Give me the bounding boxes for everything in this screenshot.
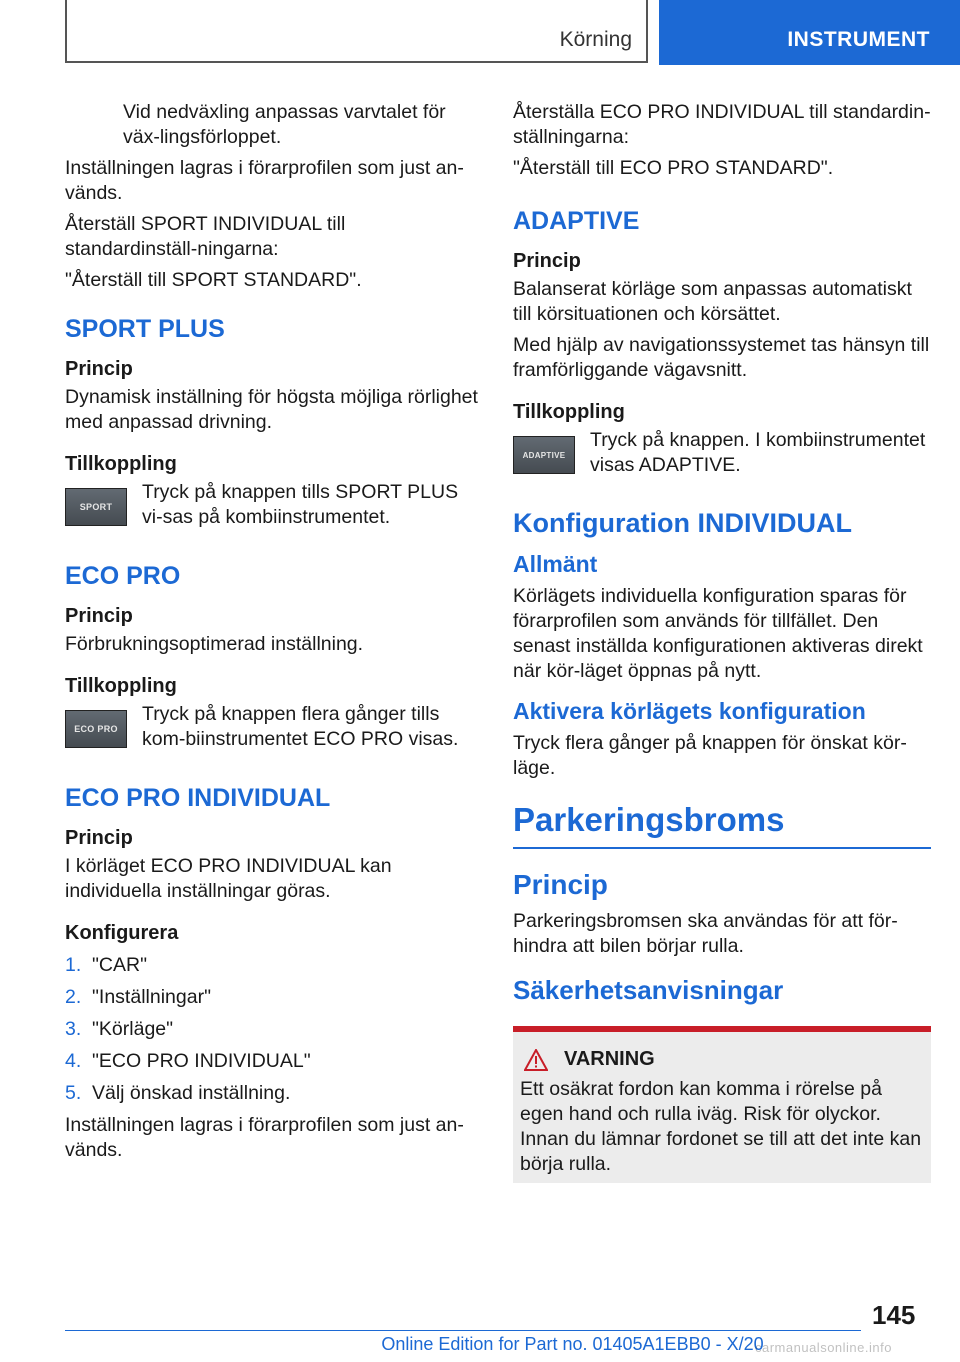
paragraph: I körläget ECO PRO INDIVIDUAL kan individuella inställningar göras. <box>65 855 392 902</box>
list-item <box>65 1045 480 1077</box>
subheading-princip: Princip <box>65 605 133 627</box>
heading-adaptive: ADAPTIVE <box>513 207 640 235</box>
subheading-tillkoppling: Tillkoppling <box>65 453 177 475</box>
paragraph: "Återställ till SPORT STANDARD". <box>65 269 362 291</box>
paragraph: Dynamisk inställning för högsta möjliga rörlighet med anpassad drivning. <box>65 386 478 433</box>
heading-sakerhetsanvisningar: Säkerhetsanvisningar <box>513 975 784 1005</box>
sport-button-image: SPORT <box>65 488 127 526</box>
paragraph: Inställningen lagras i förarprofilen som just an-vänds. <box>65 1114 464 1161</box>
heading-eco-pro: ECO PRO <box>65 562 181 590</box>
heading-princip: Princip <box>513 869 608 900</box>
paragraph: Balanserat körläge som anpassas automatiskt till körsituationen och körsättet. <box>513 278 912 325</box>
subheading-tillkoppling: Tillkoppling <box>65 675 177 697</box>
paragraph: Tryck flera gånger på knappen för önskat kör-läge. <box>513 732 907 779</box>
paragraph: Återställa ECO PRO INDIVIDUAL till standardin-ställningarna: <box>513 101 931 148</box>
chapter-title: INSTRUMENT <box>787 28 930 51</box>
adaptive-button-image: ADAPTIVE <box>513 436 575 474</box>
warning-title: VARNING <box>564 1048 655 1070</box>
right-column <box>513 100 931 1183</box>
heading-allmant: Allmänt <box>513 551 598 577</box>
button-instruction <box>65 702 480 752</box>
subheading-tillkoppling: Tillkoppling <box>513 401 625 423</box>
footer-divider <box>65 1330 861 1331</box>
warning-triangle-icon <box>524 1049 548 1071</box>
step-number: 4. <box>65 1050 82 1072</box>
paragraph: Parkeringsbromsen ska användas för att för-hindra att bilen börjar rulla. <box>513 910 898 957</box>
step-number: 3. <box>65 1018 82 1040</box>
eco-pro-button-image: ECO PRO <box>65 710 127 748</box>
heading-sport-plus: SPORT PLUS <box>65 315 225 343</box>
list-item <box>65 949 480 981</box>
subheading-konfigurera: Konfigurera <box>65 922 179 944</box>
step-number: 1. <box>65 954 82 976</box>
paragraph: Återställ SPORT INDIVIDUAL till standardinställ-ningarna: <box>65 213 346 260</box>
paragraph: Körlägets individuella konfiguration sparas för förarprofilen som används för tillfället. Den senast inställda konfigurationen aktiveras direkt när kör-läget öppnas på nytt. <box>513 585 923 682</box>
section-tab <box>65 0 648 63</box>
subheading-princip: Princip <box>513 250 581 272</box>
list-item <box>65 1013 480 1045</box>
step-number: 2. <box>65 986 82 1008</box>
paragraph: Vid nedväxling anpassas varvtalet för väx-lingsförloppet. <box>123 101 446 148</box>
step-text: "Körläge" <box>92 1018 174 1040</box>
list-item <box>65 981 480 1013</box>
step-text: "Inställningar" <box>92 986 211 1008</box>
steps-list <box>65 949 480 1109</box>
chapter-tab <box>659 0 960 65</box>
paragraph: Tryck på knappen. I kombiinstrumentet visas ADAPTIVE. <box>590 429 926 476</box>
step-text: "CAR" <box>92 954 148 976</box>
button-instruction <box>65 480 480 530</box>
subheading-princip: Princip <box>65 358 133 380</box>
warning-header <box>520 1048 923 1071</box>
paragraph: Med hjälp av navigationssystemet tas hänsyn till framförliggande vägavsnitt. <box>513 334 930 381</box>
paragraph: "Återställ till ECO PRO STANDARD". <box>513 157 834 179</box>
heading-parkeringsbroms: Parkeringsbroms <box>513 801 931 849</box>
step-number: 5. <box>65 1082 82 1104</box>
page-number: 145 <box>872 1300 916 1330</box>
paragraph: Tryck på knappen flera gånger tills kom-biinstrumentet ECO PRO visas. <box>142 703 459 750</box>
warning-text: Ett osäkrat fordon kan komma i rörelse på egen hand och rulla iväg. Risk för olyckor. Innan du lämnar fordonet se till att det inte kan börja rulla. <box>520 1078 922 1175</box>
heading-konfiguration-individual: Konfiguration INDIVIDUAL <box>513 508 852 538</box>
step-text: "ECO PRO INDIVIDUAL" <box>92 1050 311 1072</box>
subheading-princip: Princip <box>65 827 133 849</box>
section-title: Körning <box>559 28 632 51</box>
watermark: carmanualsonline.info <box>755 1340 892 1355</box>
button-instruction <box>513 428 931 478</box>
paragraph: Tryck på knappen tills SPORT PLUS vi-sas på kombiinstrumentet. <box>142 481 459 528</box>
heading-eco-pro-individual: ECO PRO INDIVIDUAL <box>65 784 331 812</box>
step-text: Välj önskad inställning. <box>92 1082 291 1104</box>
heading-aktivera: Aktivera körlägets konfiguration <box>513 698 866 724</box>
footer-edition: Online Edition for Part no. 01405A1EBB0 - X/20 <box>381 1334 764 1354</box>
list-item <box>65 1077 480 1109</box>
left-column <box>65 100 480 1169</box>
paragraph: Förbrukningsoptimerad inställning. <box>65 633 364 655</box>
warning-box <box>513 1026 931 1183</box>
paragraph: Inställningen lagras i förarprofilen som just an-vänds. <box>65 157 464 204</box>
